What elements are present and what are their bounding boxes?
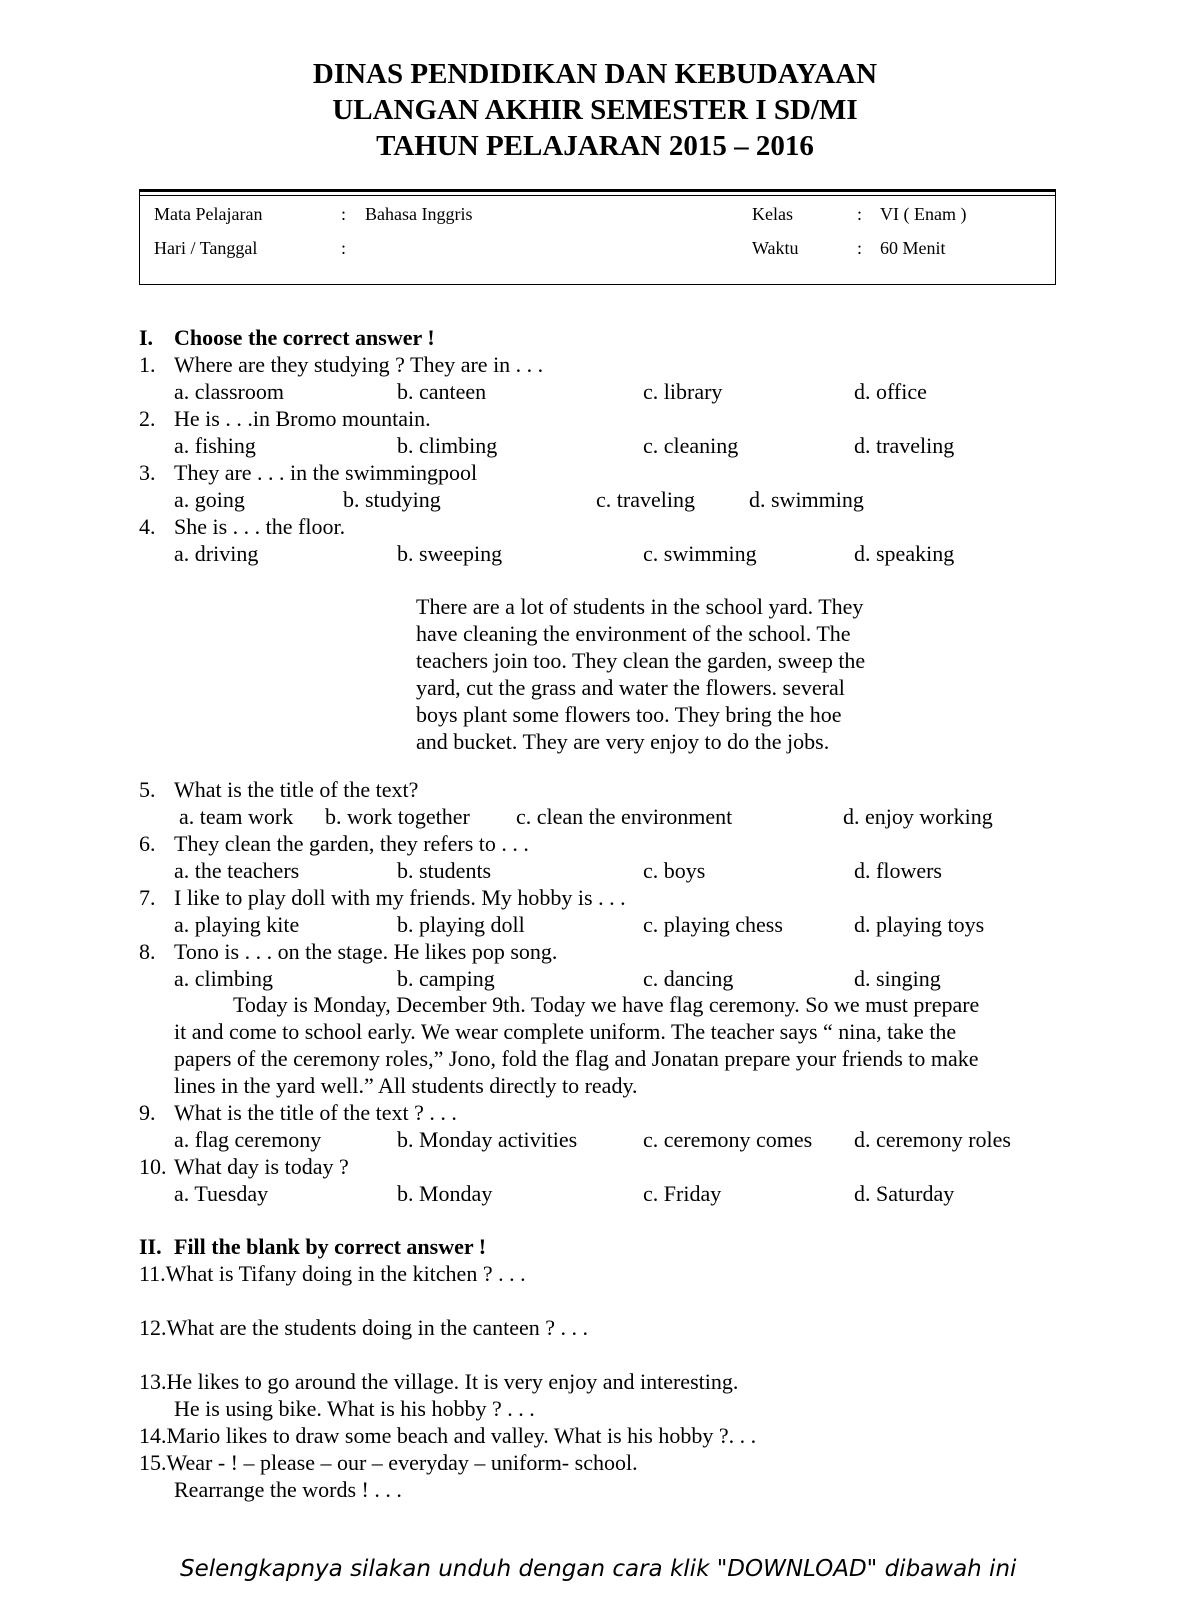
question-text: She is . . . the floor. bbox=[174, 514, 346, 539]
question-text: What day is today ? bbox=[174, 1154, 349, 1179]
subject-label: Mata Pelajaran bbox=[154, 204, 263, 224]
date-label: Hari / Tanggal bbox=[154, 238, 258, 258]
option-b: b. camping bbox=[397, 966, 495, 991]
fill-question-13-cont: He is using bike. What is his hobby ? . . . bbox=[174, 1396, 535, 1421]
passage-2-line: it and come to school early. We wear complete uniform. The teacher says “ nina, take the bbox=[174, 1019, 957, 1044]
option-d: d. playing toys bbox=[854, 912, 985, 937]
class-colon: : bbox=[857, 204, 863, 224]
option-c: c. traveling bbox=[596, 487, 695, 512]
option-a: a. going bbox=[174, 487, 245, 512]
question-number: 1. bbox=[139, 352, 156, 377]
option-d: d. ceremony roles bbox=[854, 1127, 1011, 1152]
option-a: a. climbing bbox=[174, 966, 273, 991]
option-c: c. dancing bbox=[643, 966, 734, 991]
option-b: b. climbing bbox=[397, 433, 498, 458]
option-d: d. traveling bbox=[854, 433, 955, 458]
option-c: c. clean the environment bbox=[516, 804, 733, 829]
section-1-title: Choose the correct answer ! bbox=[174, 325, 435, 350]
question-text: Tono is . . . on the stage. He likes pop song. bbox=[174, 939, 558, 964]
question-text: Where are they studying ? They are in . . . bbox=[174, 352, 544, 377]
section-2-number: II. bbox=[139, 1234, 162, 1259]
option-d: d. flowers bbox=[854, 858, 942, 883]
question-text: He is . . .in Bromo mountain. bbox=[174, 406, 431, 431]
passage-line: boys plant some flowers too. They bring the hoe bbox=[416, 702, 842, 727]
doc-title-line-2: ULANGAN AKHIR SEMESTER I SD/MI bbox=[332, 94, 858, 126]
question-number: 7. bbox=[139, 885, 156, 910]
passage-line: There are a lot of students in the school yard. They bbox=[416, 594, 864, 619]
passage-2-line: Today is Monday, December 9th. Today we have flag ceremony. So we must prepare bbox=[233, 992, 980, 1017]
passage-line: and bucket. They are very enjoy to do the jobs. bbox=[416, 729, 830, 754]
option-d: d. singing bbox=[854, 966, 941, 991]
option-b: b. studying bbox=[343, 487, 441, 512]
option-a: a. team work bbox=[179, 804, 294, 829]
download-note: Selengkapnya silakan unduh dengan cara klik "DOWNLOAD" dibawah ini bbox=[180, 1556, 1017, 1582]
question-number: 4. bbox=[139, 514, 156, 539]
fill-question-11: 11.What is Tifany doing in the kitchen ? . . . bbox=[139, 1261, 526, 1286]
fill-question-13: 13.He likes to go around the village. It is very enjoy and interesting. bbox=[139, 1369, 739, 1394]
option-b: b. sweeping bbox=[397, 541, 503, 566]
class-value: VI ( Enam ) bbox=[880, 204, 967, 224]
question-number: 5. bbox=[139, 777, 156, 802]
fill-question-12: 12.What are the students doing in the canteen ? . . . bbox=[139, 1315, 589, 1340]
option-c: c. boys bbox=[643, 858, 706, 883]
question-text: I like to play doll with my friends. My hobby is . . . bbox=[174, 885, 626, 910]
question-number: 10. bbox=[139, 1154, 167, 1179]
class-label: Kelas bbox=[752, 204, 793, 224]
option-a: a. driving bbox=[174, 541, 259, 566]
question-text: What is the title of the text? bbox=[174, 777, 419, 802]
option-b: b. canteen bbox=[397, 379, 487, 404]
fill-question-15-cont: Rearrange the words ! . . . bbox=[174, 1477, 402, 1502]
question-text: They are . . . in the swimmingpool bbox=[174, 460, 478, 485]
passage-2-line: papers of the ceremony roles,” Jono, fold the flag and Jonatan prepare your friends to make bbox=[174, 1046, 979, 1071]
option-a: a. fishing bbox=[174, 433, 256, 458]
time-value: 60 Menit bbox=[880, 238, 946, 258]
fill-question-14: 14.Mario likes to draw some beach and valley. What is his hobby ?. . . bbox=[139, 1423, 757, 1448]
option-b: b. students bbox=[397, 858, 492, 883]
question-text: They clean the garden, they refers to . . . bbox=[174, 831, 529, 856]
option-c: c. Friday bbox=[643, 1181, 722, 1206]
subject-value: Bahasa Inggris bbox=[365, 204, 473, 224]
option-d: d. office bbox=[854, 379, 927, 404]
option-c: c. cleaning bbox=[643, 433, 739, 458]
option-b: b. work together bbox=[325, 804, 470, 829]
passage-2-line: lines in the yard well.” All students directly to ready. bbox=[174, 1073, 638, 1098]
option-c: c. library bbox=[643, 379, 723, 404]
doc-title-line-1: DINAS PENDIDIKAN DAN KEBUDAYAAN bbox=[312, 58, 878, 90]
date-colon: : bbox=[341, 238, 347, 258]
option-b: b. Monday activities bbox=[397, 1127, 578, 1152]
option-a: a. Tuesday bbox=[174, 1181, 269, 1206]
option-a: a. playing kite bbox=[174, 912, 300, 937]
passage-line: teachers join too. They clean the garden, sweep the bbox=[416, 648, 866, 673]
time-label: Waktu bbox=[752, 238, 799, 258]
question-number: 8. bbox=[139, 939, 156, 964]
time-colon: : bbox=[857, 238, 863, 258]
reading-passage-1 bbox=[416, 593, 906, 755]
option-b: b. Monday bbox=[397, 1181, 493, 1206]
option-d: d. speaking bbox=[854, 541, 955, 566]
question-number: 2. bbox=[139, 406, 156, 431]
passage-line: have cleaning the environment of the school. The bbox=[416, 621, 851, 646]
option-d: d. swimming bbox=[749, 487, 864, 512]
option-c: c. playing chess bbox=[643, 912, 783, 937]
option-c: c. ceremony comes bbox=[643, 1127, 813, 1152]
option-d: d. Saturday bbox=[854, 1181, 955, 1206]
passage-line: yard, cut the grass and water the flowers. several bbox=[416, 675, 845, 700]
option-b: b. playing doll bbox=[397, 912, 525, 937]
section-2-title: Fill the blank by correct answer ! bbox=[174, 1234, 487, 1259]
section-1-number: I. bbox=[139, 325, 154, 350]
question-text: What is the title of the text ? . . . bbox=[174, 1100, 457, 1125]
option-a: a. the teachers bbox=[174, 858, 300, 883]
option-c: c. swimming bbox=[643, 541, 757, 566]
question-number: 9. bbox=[139, 1100, 156, 1125]
question-number: 6. bbox=[139, 831, 156, 856]
option-d: d. enjoy working bbox=[843, 804, 993, 829]
option-a: a. flag ceremony bbox=[174, 1127, 322, 1152]
fill-question-15: 15.Wear - ! – please – our – everyday – uniform- school. bbox=[139, 1450, 638, 1475]
subject-colon: : bbox=[341, 204, 347, 224]
option-a: a. classroom bbox=[174, 379, 284, 404]
question-number: 3. bbox=[139, 460, 156, 485]
doc-title-line-3: TAHUN PELAJARAN 2015 – 2016 bbox=[376, 130, 814, 162]
